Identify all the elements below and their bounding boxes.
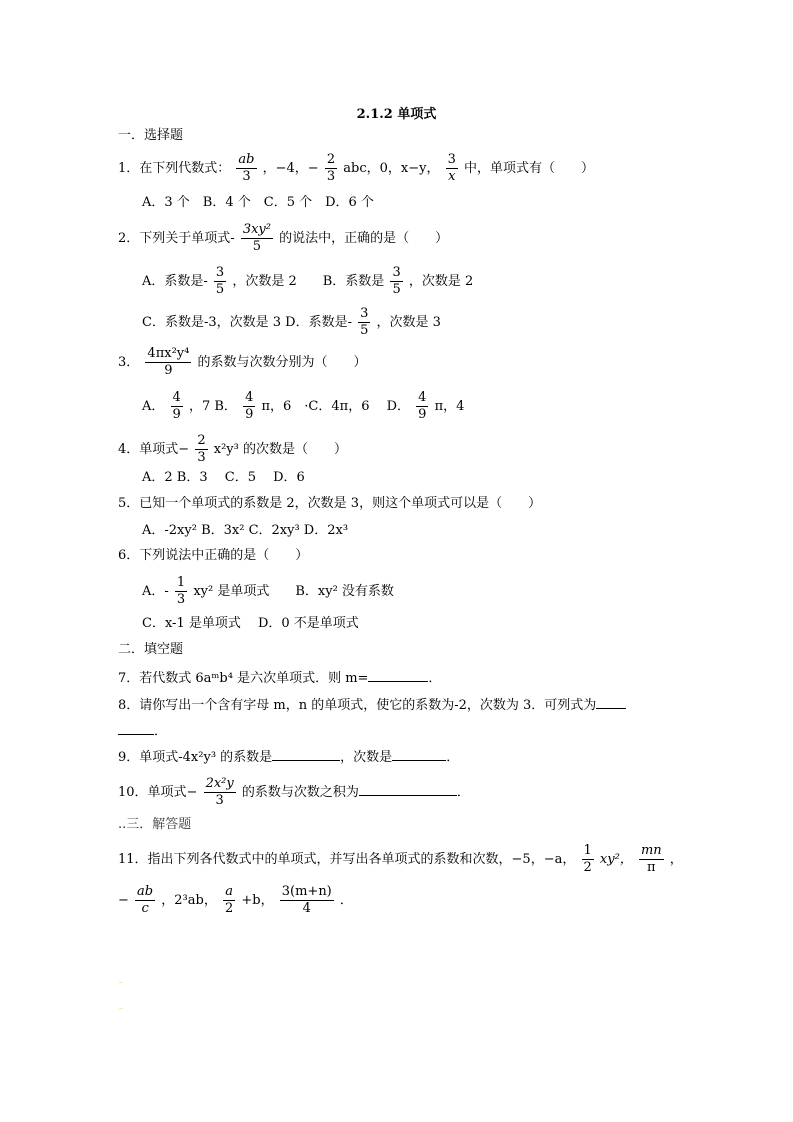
fraction: $\frac{3}{x}$ [447,152,456,184]
section-fill-heading: 二．填空题 [118,642,184,657]
section-answer-heading: ..三．解答题 [118,817,192,832]
fraction: $\frac{4}{9}$ [245,390,254,422]
question-2-options-cd: C．系数是-3，次数是 3 D．系数是- $\frac{3}{5}$ ，次数是 3 [142,306,441,338]
fraction: $\frac{2}{3}$ [197,433,206,465]
fraction: $\frac{2}{3}$ [326,152,336,184]
question-1-options: A．3 个 B．4 个 C．5 个 D．6 个 [142,195,374,210]
page-title: 2.1.2 单项式 [356,107,437,122]
fraction: $\frac{ab}{3}$ [238,152,255,184]
fraction: $\frac{3(m+n)}{4}$ [281,884,332,916]
question-4: 4．单项式− $\frac{2}{3}$ x²y³ 的次数是（ ） [118,433,347,465]
fraction: $\frac{\text{4πx²y⁴}}{9}$ [147,346,190,378]
fraction: $\frac{\text{3xy²}}{5}$ [242,222,271,254]
fraction: $\frac{3}{5}$ [360,306,369,338]
question-5-options: A．-2xy² B．3x² C．2xy³ D．2x³ [142,523,349,538]
fraction: $\frac{3}{5}$ [392,265,401,297]
answer-blank [392,746,446,761]
answer-blank [596,694,626,709]
fraction: $\frac{4}{9}$ [418,390,427,422]
answer-blank [118,720,154,735]
section-choice-heading: 一．选择题 [118,128,184,143]
question-6: 6．下列说法中正确的是（ ） [118,548,309,563]
question-6-options-cd: C．x-1 是单项式 D．0 不是单项式 [142,616,359,631]
question-3-options: A． $\frac{4}{9}$ ，7 B． $\frac{4}{9}$ π，6 ·C．4π，6 D． $\frac{4}{9}$ π，4 [142,390,465,422]
fraction: $\frac{4}{9}$ [172,390,181,422]
question-1: 1．在下列代数式： $\frac{ab}{3}$ ，−4，− $\frac{2}{3}$ abc，0，x−y， $\frac{3}{x}$ 中，单项式有（ ） [118,152,595,184]
fraction: $\frac{ab}{c}$ [137,884,154,916]
question-10: 10．单项式− $\frac{\text{2x²y}}{3}$ 的系数与次数之积为 ． [118,776,470,808]
fraction: $\frac{1}{2}$ [583,843,592,875]
fraction: $\frac{1}{3}$ [176,575,186,607]
question-11: 11．指出下列各代数式中的单项式，并写出各单项式的系数和次数，−5，−a， $\frac{1}{2}$ xy²， $\frac{mn}{\pi}$ ， [118,843,683,875]
answer-blank [272,746,340,761]
answer-blank [368,667,428,682]
stray-mark: ‥ [119,1004,124,1011]
question-5: 5．已知一个单项式的系数是 2，次数是 3，则这个单项式可以是（ ） [118,496,542,511]
question-2: 2．下列关于单项式- $\frac{\text{3xy²}}{5}$ 的说法中，正确的是（ ） [118,222,449,254]
fraction: $\frac{mn}{\pi}$ [640,843,662,875]
stray-mark: ‥ [119,978,124,985]
question-4-options: A．2 B．3 C．5 D．6 [142,470,305,485]
question-11-cont: − $\frac{ab}{c}$ ，2³ab， $\frac{a}{2}$ +b， $\frac{3(m+n)}{4}$ ． [118,884,353,916]
question-2-options-ab: A．系数是- $\frac{3}{5}$ ，次数是 2 B．系数是 $\frac{3}{5}$ ，次数是 2 [142,265,474,297]
question-9: 9．单项式-4x²y³ 的系数是 ，次数是 ． [118,746,459,767]
answer-blank [359,781,457,796]
fraction: $\frac{a}{2}$ [224,884,234,916]
question-8: 8．请你写出一个含有字母 m，n 的单项式，使它的系数为-2，次数为 3．可列式为 [118,694,626,715]
fraction: $\frac{3}{5}$ [215,265,225,297]
question-6-options-ab: A．- $\frac{1}{3}$ xy² 是单项式 B．xy² 没有系数 [142,575,394,607]
fraction: $\frac{\text{2x²y}}{3}$ [205,776,234,808]
question-3: 3． $\frac{\text{4πx²y⁴}}{9}$ 的系数与次数分别为（ ） [118,346,367,378]
question-7: 7．若代数式 6aᵐb⁴ 是六次单项式．则 m= ． [118,667,441,688]
question-8-cont: ． [118,720,167,741]
